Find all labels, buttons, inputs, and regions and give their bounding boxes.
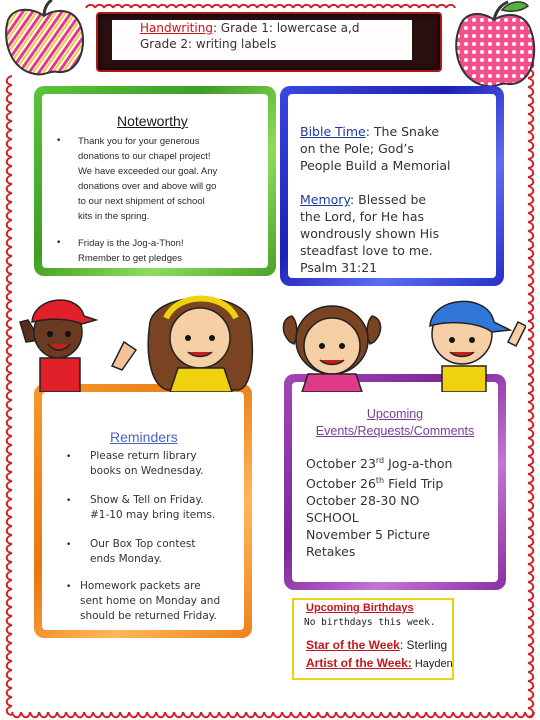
handwriting-grade2: Grade 2: writing labels: [140, 37, 277, 51]
event-line: November 5 Picture: [306, 527, 430, 543]
star-label: Star of the Week: [306, 638, 400, 652]
kid-blue-cap-icon: [430, 301, 526, 392]
memory-line: steadfast love to me.: [300, 243, 433, 258]
noteworthy-line: Friday is the Jog-a-Thon!: [78, 238, 184, 249]
apple-left-icon: [0, 0, 90, 80]
homework-item: [80, 579, 220, 624]
upcoming-events: [306, 452, 452, 560]
reminder-line: Show & Tell on Friday.: [90, 494, 204, 506]
header-banner-text: [112, 20, 412, 60]
reminder-line: ends Monday.: [90, 553, 162, 565]
memory-section: [300, 191, 439, 276]
bible-time-line: on the Pole; God’s: [300, 141, 414, 156]
bullet-icon: •: [56, 136, 62, 146]
event-sup: th: [375, 476, 385, 486]
reminder-item: [90, 449, 203, 479]
kids-illustration: [18, 282, 526, 392]
reminder-item: [90, 493, 215, 523]
star-name: : Sterling: [399, 638, 448, 652]
reminder-item: [90, 537, 196, 567]
memory-line: Psalm 31:21: [300, 260, 378, 275]
reminder-line: #1-10 may bring items.: [90, 509, 216, 521]
noteworthy-line: We have exceeded our goal. Any: [78, 166, 218, 177]
reminder-line: Please return library: [90, 450, 197, 462]
artist-of-week: [306, 656, 453, 670]
birthdays-text: No birthdays this week.: [304, 617, 436, 628]
bullet-icon: •: [66, 582, 72, 592]
noteworthy-line: kits in the spring.: [78, 211, 150, 222]
homework-line: Homework packets are: [80, 580, 201, 592]
bible-time-line: : The Snake: [365, 124, 440, 139]
bullet-icon: •: [66, 452, 72, 462]
noteworthy-item: [78, 236, 184, 266]
event-line: SCHOOL: [306, 510, 359, 526]
reminder-line: Our Box Top contest: [90, 538, 196, 550]
event-line: October 28-30 NO: [306, 493, 420, 509]
noteworthy-item: [78, 134, 217, 224]
event-sup: rd: [375, 456, 385, 465]
star-of-week: [306, 638, 447, 652]
event-text: October 23: [306, 456, 376, 472]
kid-headband-girl-icon: [112, 298, 252, 392]
bible-time-section: [300, 123, 451, 174]
kid-red-cap-icon: [20, 300, 96, 392]
upcoming-title-line: Events/Requests/Comments: [315, 424, 475, 438]
upcoming-title: [292, 406, 498, 440]
event-text: October 26: [306, 476, 376, 492]
memory-line: : Blessed be: [349, 192, 427, 207]
noteworthy-line: donations to our chapel project!: [78, 151, 211, 162]
event-line: Retakes: [306, 544, 356, 560]
handwriting-label: Handwriting: [140, 21, 213, 35]
bullet-icon: •: [66, 496, 72, 506]
event-text: Field Trip: [384, 476, 444, 492]
homework-line: sent home on Monday and: [80, 595, 221, 607]
apple-right-icon: [446, 0, 540, 92]
upcoming-title-line: Upcoming: [366, 407, 424, 421]
memory-line: wondrously shown His: [300, 226, 440, 241]
noteworthy-line: Thank you for your generous: [78, 136, 200, 147]
reminders-title: Reminders: [110, 429, 178, 445]
event-text: Jog-a-thon: [384, 456, 453, 472]
noteworthy-line: Rmember to get pledges: [78, 253, 183, 264]
kid-pigtails-girl-icon: [283, 306, 380, 392]
memory-label: Memory: [300, 192, 350, 207]
birthdays-title: Upcoming Birthdays: [306, 602, 414, 614]
artist-name: Hayden: [411, 658, 453, 670]
reminder-line: books on Wednesday.: [90, 465, 204, 477]
noteworthy-line: to our next shipment of school: [78, 196, 205, 207]
bullet-icon: •: [66, 540, 72, 550]
handwriting-line: [112, 20, 412, 36]
noteworthy-line: donations over and above will go: [78, 181, 217, 192]
bullet-icon: •: [56, 238, 62, 248]
artist-label: Artist of the Week:: [306, 656, 412, 670]
bible-time-line: People Build a Memorial: [300, 158, 451, 173]
memory-line: the Lord, for He has: [300, 209, 424, 224]
event-line: [306, 472, 452, 492]
handwriting-grade1: : Grade 1: lowercase a,d: [212, 21, 360, 35]
homework-line: should be returned Friday.: [80, 610, 217, 622]
noteworthy-title: Noteworthy: [117, 113, 188, 129]
event-line: [306, 452, 452, 472]
bible-time-label: Bible Time: [300, 124, 366, 139]
